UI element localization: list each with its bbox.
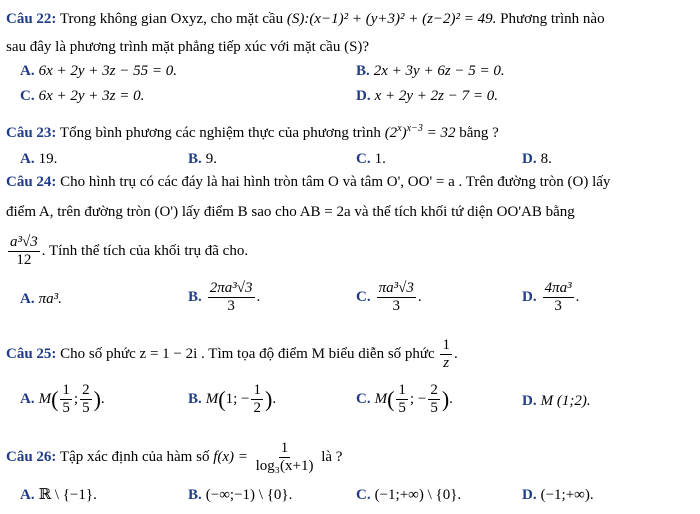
option-label: D. [522,393,537,409]
option-text: (−∞;−1) \ {0}. [205,487,293,503]
q24-option-a[interactable] [20,290,62,308]
option-label: C. [356,288,371,305]
option-label: C. [356,487,371,503]
q24-option-d[interactable] [522,280,579,315]
q24-label: Câu 24: [6,174,57,190]
q24-option-c[interactable] [356,280,422,315]
frac-num: 4πa³ [544,280,572,296]
option-tail: . [256,288,261,305]
q25-label: Câu 25: [6,345,57,362]
q26-option-c[interactable] [356,486,461,504]
option-label: D. [356,88,371,104]
q22-option-b[interactable] [356,62,505,80]
q25-tail: . [453,345,458,362]
q23-option-a[interactable] [20,150,57,168]
option-label: D. [522,151,537,167]
q26-frac-den: log₃(x+1) [255,458,314,474]
frac-den: 5 [430,400,438,416]
q25-fraction [440,337,452,372]
q25-option-b[interactable]: B. M(1; − $\frac{1}{2}$ ). [188,382,277,416]
option-point: M [38,390,52,407]
option-label: B. [188,390,202,407]
q26-label: Câu 26: [6,448,57,465]
option-point: M [205,390,219,407]
q25-frac-den: z [443,355,450,371]
q23-equation [385,125,456,141]
option-label: A. [20,390,35,407]
q26-text1: Tập xác định của hàm số [59,448,210,465]
q24-option-b[interactable] [188,280,260,315]
option-text: (−1;+∞) \ {0}. [374,487,462,503]
q25-option-a[interactable]: A. M( $\frac{1}{5}$ ; $\frac{2}{5}$ ). [20,382,105,416]
option-label: A. [20,291,35,307]
q26-option-b[interactable] [188,486,292,504]
option-sep: ; − [409,390,427,407]
q26-text2: là ? [321,448,343,465]
q22-option-a[interactable] [20,62,177,80]
q23-option-d[interactable] [522,150,552,168]
q23-option-b[interactable] [188,150,217,168]
q24-text2: điểm A, trên đường tròn (O') lấy điểm B sao cho AB = 2a và thể tích khối tứ diện OO'AB bằng [6,204,575,220]
q25-frac-num: 1 [442,337,450,353]
q25-text1: Cho số phức z = 1 − 2i . Tìm tọa độ điểm M biểu diễn số phức [60,345,435,362]
option-label: B. [188,487,202,503]
option-first: 1; − [225,390,250,407]
option-text: (−1;+∞). [540,487,594,503]
q22-text3: sau đây là phương trình mặt phẳng tiếp xúc với mặt cầu (S)? [6,39,370,55]
option-text: 6x + 2y + 3z − 55 = 0. [38,63,177,79]
option-label: D. [522,487,537,503]
q22-line2 [6,38,369,56]
q23-eq-sup-x: x [397,123,402,134]
option-text: πa³. [38,291,62,307]
q24-line1 [6,173,610,191]
q26-frac-num: 1 [280,440,289,456]
frac-num: 1 [62,382,70,398]
option-text: 19. [38,151,58,167]
q23-text1: Tổng bình phương các nghiệm thực của phương trình [59,125,381,141]
q22-line1 [6,10,605,28]
q26-fx: f(x) = [213,448,248,465]
q25-option-d[interactable] [522,392,591,410]
option-tail: . [272,390,277,407]
q23-option-c[interactable] [356,150,386,168]
option-text: 9. [205,151,218,167]
q24-fraction [8,234,40,269]
q23-label: Câu 23: [6,125,57,141]
q24-text3: . Tính thể tích của khối trụ đã cho. [41,242,249,259]
frac-den: 5 [82,400,90,416]
q22-label: Câu 22: [6,11,57,27]
frac-num: 2πa³√3 [209,280,253,296]
option-text: 6x + 2y + 3z = 0. [38,88,145,104]
q23-eq-base: (2 [384,125,398,141]
q22-option-d[interactable] [356,87,498,105]
q22-text1: Trong không gian Oxyz, cho mặt cầu [59,11,284,27]
q22-text2: Phương trình nào [500,11,605,27]
option-text: 2x + 3y + 6z − 5 = 0. [373,63,505,79]
q26-line1 [6,440,342,475]
option-text: 8. [540,151,552,167]
q25-line1 [6,337,458,372]
option-text: 1. [374,151,386,167]
q22-equation: (S):(x−1)² + (y+3)² + (z−2)² = 49. [286,11,497,27]
option-label: D. [522,288,537,305]
q23-eq-sup-exp: x−3 [406,123,423,134]
frac-den: 3 [227,298,235,314]
q23-text2: bằng ? [459,125,499,141]
option-label: C. [356,151,371,167]
q26-option-a[interactable] [20,486,97,504]
option-sep: ; [73,390,79,407]
q24-frac-den: 12 [16,252,32,268]
option-label: B. [356,63,370,79]
frac-num: 2 [430,382,438,398]
frac-num: πa³√3 [378,280,414,296]
option-label: A. [20,63,35,79]
q24-line3 [6,234,248,269]
option-point: M [374,390,388,407]
frac-den: 2 [253,400,261,416]
frac-den: 3 [392,298,400,314]
option-label: B. [188,288,202,305]
option-label: A. [20,151,35,167]
q24-line2 [6,203,575,221]
q23-eq-close: ) [401,125,407,141]
q24-frac-num: a³√3 [10,234,38,250]
option-tail: . [449,390,453,407]
option-tail: . [100,390,105,407]
option-text: M (1;2). [540,393,591,409]
q26-fraction [254,440,316,475]
option-tail: . [417,288,422,305]
frac-den: 5 [398,400,406,416]
option-label: A. [20,487,35,503]
q26-option-d[interactable] [522,486,594,504]
frac-num: 2 [82,382,90,398]
option-label: C. [356,390,371,407]
q23-line1 [6,120,499,142]
frac-den: 3 [554,298,562,314]
frac-num: 1 [253,382,261,398]
option-tail: . [575,288,580,305]
q25-option-c[interactable]: C. M( $\frac{1}{5}$ ; − $\frac{2}{5}$ ). [356,382,453,416]
q24-text1: Cho hình trụ có các đáy là hai hình tròn tâm O và tâm O', OO' = a . Trên đường tròn (O) lấy [60,174,611,190]
frac-den: 5 [62,400,70,416]
q23-eq-rhs: = 32 [426,125,456,141]
option-label: C. [20,88,35,104]
option-text: x + 2y + 2z − 7 = 0. [374,88,498,104]
frac-num: 1 [398,382,406,398]
q22-option-c[interactable] [20,87,144,105]
option-label: B. [188,151,202,167]
option-text: ℝ \ {−1}. [38,487,97,503]
